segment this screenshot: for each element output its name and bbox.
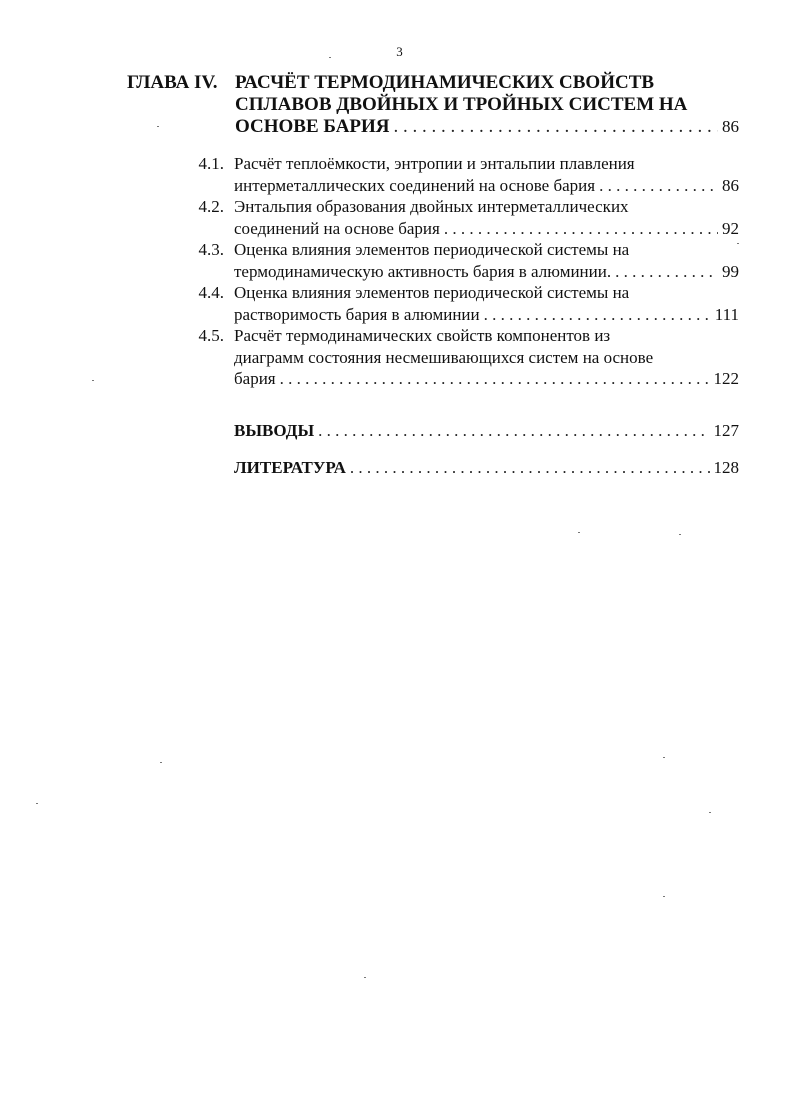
section-title-line: Оценка влияния элементов периодической системы на [234,240,630,259]
section-title-line: Энтальпия образования двойных интерметаллических [234,197,629,216]
toc-conclusions [234,421,739,441]
toc-sections [180,153,739,390]
section-title-line: растворимость бария в алюминии [234,304,480,324]
chapter-title-line-3 [235,116,739,138]
section-page-ref: 92 [722,218,739,238]
toc-literature [234,458,739,478]
dot-leader [280,368,710,390]
toc-section-4-1 [180,153,739,196]
conclusions-label: ВЫВОДЫ [234,421,315,440]
section-title [234,282,739,325]
toc-section-4-2 [180,196,739,239]
section-title [234,153,739,196]
toc-section-4-5 [180,325,739,390]
scan-speck [663,896,665,897]
toc-section-4-3 [180,239,739,282]
literature-page-ref: 128 [713,458,739,477]
chapter-title-last-text: ОСНОВЕ БАРИЯ [235,116,390,137]
section-title-line: Расчёт теплоёмкости, энтропии и энтальпии плавления [234,154,635,173]
section-page-ref: 99 [722,261,739,281]
scan-speck [737,243,739,244]
dot-leader [599,175,718,197]
section-number: 4.3. [198,240,224,259]
dot-leader [444,218,718,240]
conclusions-page-ref: 127 [713,421,739,440]
section-number: 4.2. [198,197,224,216]
section-title-last-line [234,368,739,390]
section-title-line: термодинамическую активность бария в алюминии. [234,261,612,281]
section-number: 4.4. [198,283,224,302]
section-title-line: интерметаллических соединений на основе бария [234,175,596,195]
page-number: 3 [396,44,403,59]
section-number: 4.5. [198,326,224,345]
section-page-ref: 86 [722,175,739,195]
scan-speck [160,762,162,763]
section-title [234,325,739,390]
section-title-last-line [234,304,739,326]
section-title-line: Оценка влияния элементов периодической системы на [234,283,630,302]
chapter-label: ГЛАВА IV. [127,72,218,93]
toc-section-4-4 [180,282,739,325]
dot-leader [318,421,709,441]
dot-leader [484,304,711,326]
scan-speck [578,532,580,533]
chapter-title-line-1: РАСЧЁТ ТЕРМОДИНАМИЧЕСКИХ СВОЙСТВ [235,72,655,93]
section-title-line: Расчёт термодинамических свойств компонентов из [234,326,611,345]
literature-label: ЛИТЕРАТУРА [234,458,346,477]
section-page-ref: 111 [714,304,739,324]
section-page-ref: 122 [713,369,739,388]
scan-speck [679,534,681,535]
scan-speck [663,757,665,758]
chapter-heading [127,72,739,138]
section-title-last-line [234,218,739,240]
section-title-line: диаграмм состояния несмешивающихся систем на основе [234,347,654,367]
chapter-page-ref: 86 [722,117,739,136]
chapter-title [235,72,739,138]
section-title [234,196,739,239]
section-title-line: соединений на основе бария [234,218,440,238]
section-title-last-line [234,261,739,283]
dot-leader [394,116,718,138]
section-title [234,239,739,282]
scan-speck [92,380,94,381]
scan-speck [329,57,331,58]
scan-speck [364,977,366,978]
scan-speck [36,803,38,804]
scan-speck [157,126,159,127]
section-number: 4.1. [198,154,224,173]
dot-leader [615,261,718,283]
section-title-line: бария [234,369,276,388]
section-title-last-line [234,175,739,197]
chapter-title-line-2: СПЛАВОВ ДВОЙНЫХ И ТРОЙНЫХ СИСТЕМ НА [235,94,688,115]
dot-leader [350,458,710,478]
scan-speck [709,812,711,813]
